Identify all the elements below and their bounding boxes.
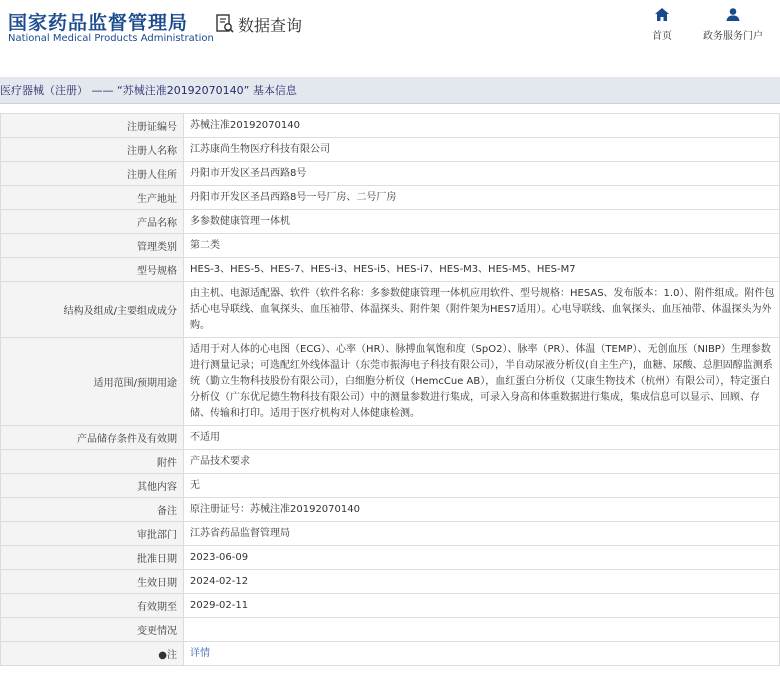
row-label: 型号规格 xyxy=(1,258,184,282)
pin-icon: ● xyxy=(158,650,167,661)
row-value: 原注册证号：苏械注准20192070140 xyxy=(184,498,780,522)
table-row xyxy=(1,426,780,450)
row-label: 结构及组成/主要组成成分 xyxy=(1,282,184,338)
row-label: 注册人住所 xyxy=(1,162,184,186)
user-icon xyxy=(726,8,740,21)
table-row xyxy=(1,450,780,474)
site-header xyxy=(0,0,780,70)
info-table xyxy=(0,113,780,666)
row-value: 江苏省药品监督管理局 xyxy=(184,522,780,546)
breadcrumb: 医疗器械（注册） —— “苏械注准20192070140” 基本信息 xyxy=(0,77,780,104)
nav-services[interactable] xyxy=(700,8,766,42)
table-row xyxy=(1,282,780,338)
table-row xyxy=(1,618,780,642)
table-row xyxy=(1,498,780,522)
row-value: 第二类 xyxy=(184,234,780,258)
row-value: 苏械注准20192070140 xyxy=(184,114,780,138)
table-row xyxy=(1,210,780,234)
row-label: 管理类别 xyxy=(1,234,184,258)
row-value: 2024-02-12 xyxy=(184,570,780,594)
row-label: 其他内容 xyxy=(1,474,184,498)
row-label: 附件 xyxy=(1,450,184,474)
row-label: 生产地址 xyxy=(1,186,184,210)
row-value: 江苏康尚生物医疗科技有限公司 xyxy=(184,138,780,162)
row-value xyxy=(184,618,780,642)
table-row xyxy=(1,546,780,570)
data-query-link[interactable] xyxy=(216,12,302,36)
table-row xyxy=(1,522,780,546)
table-row xyxy=(1,186,780,210)
site-logo-subtitle: National Medical Products Administration xyxy=(8,33,214,44)
row-label-note xyxy=(1,642,184,666)
row-value: 丹阳市开发区圣昌西路8号一号厂房、二号厂房 xyxy=(184,186,780,210)
row-value: 不适用 xyxy=(184,426,780,450)
data-query-icon xyxy=(216,14,234,34)
table-row xyxy=(1,474,780,498)
row-label: 适用范围/预期用途 xyxy=(1,338,184,426)
row-label: 有效期至 xyxy=(1,594,184,618)
row-label: 产品名称 xyxy=(1,210,184,234)
row-label: 注册证编号 xyxy=(1,114,184,138)
row-value xyxy=(184,642,780,666)
table-row xyxy=(1,594,780,618)
row-label: 产品储存条件及有效期 xyxy=(1,426,184,450)
nav-services-label: 政务服务门户 xyxy=(703,31,763,42)
table-row xyxy=(1,234,780,258)
row-label: 生效日期 xyxy=(1,570,184,594)
table-row xyxy=(1,570,780,594)
details-link[interactable]: 详情 xyxy=(190,647,210,659)
row-label: 变更情况 xyxy=(1,618,184,642)
row-label: 审批部门 xyxy=(1,522,184,546)
row-value: 2029-02-11 xyxy=(184,594,780,618)
row-value: 无 xyxy=(184,474,780,498)
row-label: 备注 xyxy=(1,498,184,522)
table-row xyxy=(1,338,780,426)
table-row xyxy=(1,258,780,282)
row-value: 2023-06-09 xyxy=(184,546,780,570)
data-query-label: 数据查询 xyxy=(238,15,303,35)
row-label: 注册人名称 xyxy=(1,138,184,162)
row-value: 由主机、电源适配器、软件（软件名称：多参数健康管理一体机应用软件、型号规格：HESAS、发布版本：1.0）、附件组成。附件包括心电导联线、血氧探头、血压袖带、体温探头、附件架（附件架为HES7适用）。心电导联线、血氧探头、血压袖带、体温探头为外购。 xyxy=(184,282,780,338)
table-row xyxy=(1,642,780,666)
table-row xyxy=(1,138,780,162)
table-row xyxy=(1,114,780,138)
row-label: 批准日期 xyxy=(1,546,184,570)
row-label-text: 注 xyxy=(167,650,177,661)
home-icon xyxy=(655,8,669,21)
row-value: 产品技术要求 xyxy=(184,450,780,474)
nav-home[interactable] xyxy=(632,8,692,42)
nav-home-label: 首页 xyxy=(652,31,672,42)
row-value: 丹阳市开发区圣昌西路8号 xyxy=(184,162,780,186)
row-value: 适用于对人体的心电图（ECG）、心率（HR）、脉搏血氧饱和度（SpO2）、脉率（PR）、体温（TEMP）、无创血压（NIBP）生理参数进行测量记录；可选配红外线体温计（东莞市振海电子科技有限公司），半自动尿液分析仪(自主生产)，血糖、尿酸、总胆固醇监测系统（勤立生物科技股份有限公司），白细胞分析仪（HemcCue AB），血红蛋白分析仪（艾康生物技术（杭州）有限公司），特定蛋白分析仪（广东优尼德生物科技有限公司）中的测量参数进行集成，可录入身高和体重数据进行集成，集成信息可以显示、回顾、存储、传输和打印。适用于医疗机构对人体健康检测。 xyxy=(184,338,780,426)
table-row xyxy=(1,162,780,186)
row-value: HES-3、HES-5、HES-7、HES-i3、HES-i5、HES-i7、HES-M3、HES-M5、HES-M7 xyxy=(184,258,780,282)
site-logo-title[interactable]: 国家药品监督管理局 xyxy=(8,12,189,34)
row-value: 多参数健康管理一体机 xyxy=(184,210,780,234)
